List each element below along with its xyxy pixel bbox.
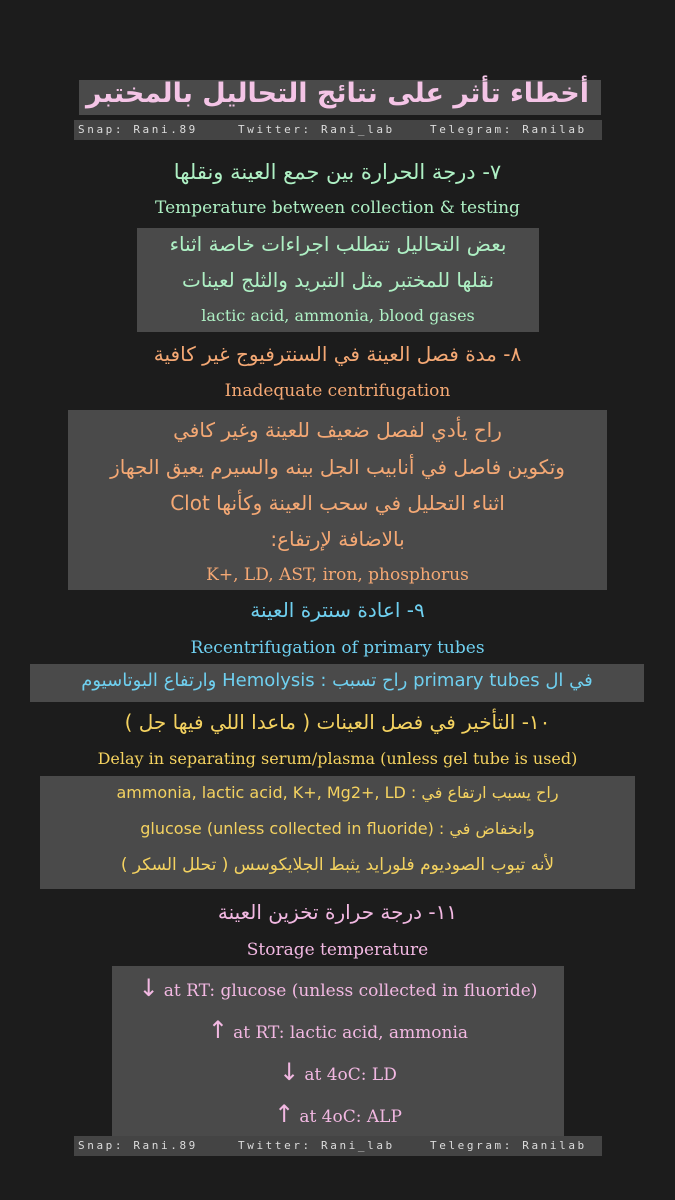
section-7-line-1: بعض التحاليل تتطلب اجراءات خاصة اثناء — [169, 232, 507, 256]
arrow-down-icon: ↓ — [279, 1058, 300, 1086]
section-10-box — [40, 776, 635, 889]
section-10-line-3: لأنه تيوب الصوديوم فلورايد يثبط الجلايكوسس ( تحلل السكر ) — [120, 855, 555, 875]
section-9-title: ٩- اعادة سنترة العينة — [250, 598, 425, 622]
section-7-title: ٧- درجة الحرارة بين جمع العينة ونقلها — [173, 160, 502, 184]
storage-item-2 — [112, 1016, 564, 1044]
section-7-line-3: lactic acid, ammonia, blood gases — [201, 306, 475, 325]
credit-twitter: Twitter: Rani_lab — [238, 123, 395, 136]
section-8-line-3: اثناء التحليل في سحب العينة وكأنها Clot — [170, 491, 505, 515]
arrow-up-icon: ↑ — [207, 1016, 229, 1044]
section-9-line-1: في ال primary tubes راح تسبب : Hemolysis وارتفاع البوتاسيوم — [81, 670, 593, 691]
credit-telegram: Telegram: Ranilab — [430, 123, 587, 136]
section-8-line-5: K+, LD, AST, iron, phosphorus — [206, 565, 469, 585]
section-8-title: ٨- مدة فصل العينة في السنترفيوج غير كافية — [153, 342, 522, 366]
section-10-title: ١٠- التأخير في فصل العينات ( ماعدا اللي فيها جل ) — [124, 710, 551, 734]
storage-item-1-text: at RT: glucose (unless collected in fluoride) — [163, 981, 538, 1001]
section-7-subtitle: Temperature between collection & testing — [155, 198, 520, 218]
section-10-line-1: راح يسبب ارتفاع في : ammonia, lactic acid, K+, Mg2+, LD — [116, 783, 559, 802]
storage-item-2-text: at RT: lactic acid, ammonia — [233, 1023, 469, 1043]
section-9-box — [30, 664, 644, 702]
storage-item-3 — [112, 1058, 564, 1086]
section-10-line-2: وانخفاض في : glucose (unless collected in fluoride) — [140, 819, 535, 838]
section-9-subtitle: Recentrifugation of primary tubes — [190, 638, 485, 658]
credits-bar — [74, 120, 602, 140]
section-8-line-1: راح يأدي لفصل ضعيف للعينة وغير كافي — [173, 418, 502, 442]
credit-snap: Snap: Rani.89 — [78, 123, 198, 136]
section-8-line-4: بالاضافة لإرتفاع: — [270, 527, 405, 551]
section-7-box — [137, 228, 539, 332]
section-11-subtitle: Storage temperature — [246, 940, 429, 960]
storage-item-4 — [112, 1100, 564, 1128]
storage-item-4-text: at 4oC: ALP — [299, 1107, 402, 1127]
section-8-box — [68, 410, 607, 590]
storage-item-3-text: at 4oC: LD — [304, 1065, 397, 1085]
arrow-up-icon: ↑ — [274, 1100, 295, 1128]
footer-credit-snap: Snap: Rani.89 — [78, 1139, 198, 1152]
section-11-title: ١١- درجة حرارة تخزين العينة — [217, 900, 458, 924]
section-10-subtitle: Delay in separating serum/plasma (unless gel tube is used) — [97, 749, 578, 768]
footer-credit-twitter: Twitter: Rani_lab — [238, 1139, 395, 1152]
section-8-subtitle: Inadequate centrifugation — [224, 381, 451, 401]
section-8-line-2: وتكوين فاصل في أنابيب الجل بينه والسيرم يعيق الجهاز — [110, 455, 565, 479]
footer-credit-telegram: Telegram: Ranilab — [430, 1139, 587, 1152]
section-11-box — [112, 966, 564, 1136]
footer-credits-bar — [74, 1136, 602, 1156]
arrow-down-icon: ↓ — [138, 974, 159, 1002]
section-7-line-2: نقلها للمختبر مثل التبريد والثلج لعينات — [181, 268, 495, 292]
page-title: أخطاء تأثر على نتائج التحاليل بالمختبر — [86, 78, 589, 109]
storage-item-1 — [112, 974, 564, 1002]
